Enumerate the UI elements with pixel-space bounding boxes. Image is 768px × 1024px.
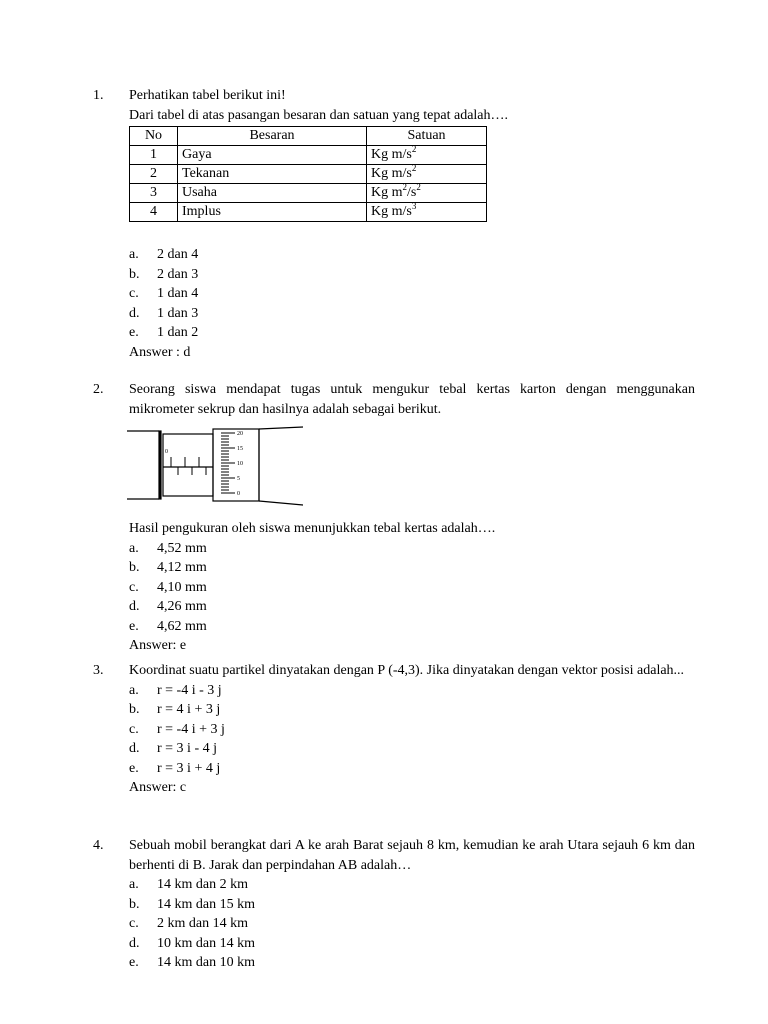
question-number: 3. [93, 663, 104, 678]
options-list [129, 875, 695, 973]
table-cell-no: 1 [130, 146, 178, 165]
main-scale-zero: 0 [165, 449, 168, 455]
table-cell-no: 2 [130, 165, 178, 184]
option-d[interactable] [129, 597, 695, 617]
question-4 [93, 836, 695, 973]
question-number: 1. [93, 88, 104, 103]
option-letter: b. [129, 266, 140, 282]
option-text: 2 dan 3 [157, 266, 199, 282]
option-text: r = 3 i - 4 j [157, 741, 217, 756]
unit-base: Kg m/s [371, 147, 412, 162]
table-cell-satuan [367, 146, 487, 165]
options-list [129, 245, 695, 343]
question-text: Sebuah mobil berangkat dari A ke arah Barat sejauh 8 km, kemudian ke arah Utara sejauh 6 km dan berhenti di B. Jarak dan perpindahan AB adalah… [129, 838, 695, 873]
option-text: 14 km dan 10 km [157, 955, 255, 970]
option-c[interactable] [129, 914, 695, 934]
question-prompt: Hasil pengukuran oleh siswa menunjukkan tebal kertas adalah…. [129, 521, 496, 536]
table-cell-besaran: Gaya [178, 146, 367, 165]
answer-key: Answer: e [129, 638, 187, 653]
options-list [129, 681, 695, 779]
option-text: r = -4 i + 3 j [157, 721, 225, 737]
answer-key: Answer: c [129, 780, 187, 795]
question-1-options [93, 245, 695, 362]
thimble-label: 10 [237, 461, 243, 467]
question-text: Dari tabel di atas pasangan besaran dan satuan yang tepat adalah…. [129, 107, 509, 123]
option-letter: e. [129, 618, 139, 634]
table-header-row [130, 127, 487, 146]
micrometer-figure [127, 425, 303, 511]
table-cell-besaran: Implus [178, 203, 367, 222]
option-a[interactable] [129, 539, 695, 559]
unit-base: Kg m/s [371, 166, 412, 181]
option-text: 4,12 mm [157, 560, 207, 575]
option-a[interactable] [129, 875, 695, 895]
option-b[interactable] [129, 895, 695, 915]
question-1 [93, 86, 695, 222]
table-cell-satuan [367, 203, 487, 222]
option-a[interactable] [129, 681, 695, 701]
option-letter: a. [129, 540, 139, 556]
thimble-label: 0 [237, 491, 240, 497]
question-intro: Perhatikan tabel berikut ini! [129, 88, 286, 103]
answer-key: Answer : d [129, 344, 191, 360]
option-letter: a. [129, 682, 139, 698]
option-e[interactable] [129, 953, 695, 973]
option-text: 14 km dan 2 km [157, 877, 248, 892]
option-b[interactable] [129, 558, 695, 578]
option-letter: c. [129, 916, 139, 931]
option-text: 4,52 mm [157, 540, 207, 556]
option-letter: c. [129, 286, 139, 301]
option-text: r = -4 i - 3 j [157, 682, 222, 698]
thimble-label: 15 [237, 446, 243, 452]
option-text: r = 3 i + 4 j [157, 760, 221, 776]
option-e[interactable] [129, 759, 695, 779]
frame-bottom [259, 501, 303, 505]
option-text: 2 dan 4 [157, 247, 199, 262]
table-cell-satuan [367, 165, 487, 184]
option-letter: c. [129, 579, 139, 595]
option-letter: b. [129, 560, 140, 575]
thimble-label: 20 [237, 431, 243, 437]
quantity-unit-table [129, 126, 487, 222]
option-c[interactable] [129, 720, 695, 740]
option-text: 4,10 mm [157, 579, 207, 595]
option-text: 1 dan 2 [157, 325, 199, 340]
option-text: r = 4 i + 3 j [157, 702, 221, 717]
option-c[interactable] [129, 578, 695, 598]
option-letter: e. [129, 325, 139, 340]
option-letter: b. [129, 896, 140, 912]
option-text: 10 km dan 14 km [157, 935, 255, 951]
anvil-face [159, 431, 161, 499]
option-letter: d. [129, 741, 140, 756]
table-cell-besaran: Tekanan [178, 165, 367, 184]
unit-exponent: 2 [402, 182, 407, 192]
question-text: Koordinat suatu partikel dinyatakan dengan P (-4,3). Jika dinyatakan dengan vektor posisi adalah... [129, 663, 685, 678]
option-text: 2 km dan 14 km [157, 916, 248, 931]
option-letter: d. [129, 305, 140, 321]
thimble [213, 429, 259, 501]
unit-tail: /s [407, 185, 417, 200]
option-text: 1 dan 4 [157, 286, 199, 301]
option-text: 4,26 mm [157, 599, 207, 614]
option-d[interactable] [129, 934, 695, 954]
question-text: Seorang siswa mendapat tugas untuk mengukur tebal kertas karton dengan menggunakan mikrometer sekrup dan hasilnya adalah sebagai berikut. [129, 382, 695, 417]
table-header: Besaran [178, 127, 367, 146]
table-row [130, 184, 487, 203]
option-letter: d. [129, 599, 140, 614]
question-number: 2. [93, 382, 104, 397]
table-row [130, 165, 487, 184]
option-letter: e. [129, 955, 139, 970]
table-cell-no: 3 [130, 184, 178, 203]
option-d[interactable] [129, 739, 695, 759]
option-d[interactable] [129, 304, 695, 324]
option-letter: d. [129, 935, 140, 951]
thimble-label: 5 [237, 476, 240, 482]
unit-exponent: 3 [411, 201, 417, 211]
table-row [130, 146, 487, 165]
option-a[interactable] [129, 245, 695, 265]
table-cell-besaran: Usaha [178, 184, 367, 203]
option-letter: a. [129, 877, 139, 892]
option-letter: b. [129, 702, 140, 717]
option-e[interactable] [129, 323, 695, 343]
table-row [130, 203, 487, 222]
options-list [129, 539, 695, 637]
unit-exponent: 2 [411, 163, 417, 173]
table-header: No [130, 127, 178, 146]
unit-exponent-2: 2 [416, 182, 421, 192]
option-e[interactable] [129, 617, 695, 637]
unit-base: Kg m [371, 185, 403, 200]
option-letter: e. [129, 760, 139, 776]
option-text: 4,62 mm [157, 618, 207, 634]
question-3 [93, 661, 695, 798]
unit-exponent: 2 [411, 144, 417, 154]
option-letter: a. [129, 247, 139, 262]
frame-top [259, 427, 303, 429]
question-number: 4. [93, 838, 104, 853]
table-cell-satuan [367, 184, 487, 203]
option-c[interactable] [129, 284, 695, 304]
option-b[interactable] [129, 265, 695, 285]
table-header: Satuan [367, 127, 487, 146]
unit-base: Kg m/s [371, 204, 412, 219]
table-cell-no: 4 [130, 203, 178, 222]
option-b[interactable] [129, 700, 695, 720]
option-text: 1 dan 3 [157, 305, 199, 321]
question-2 [93, 380, 695, 656]
option-text: 14 km dan 15 km [157, 896, 255, 912]
option-letter: c. [129, 721, 139, 737]
